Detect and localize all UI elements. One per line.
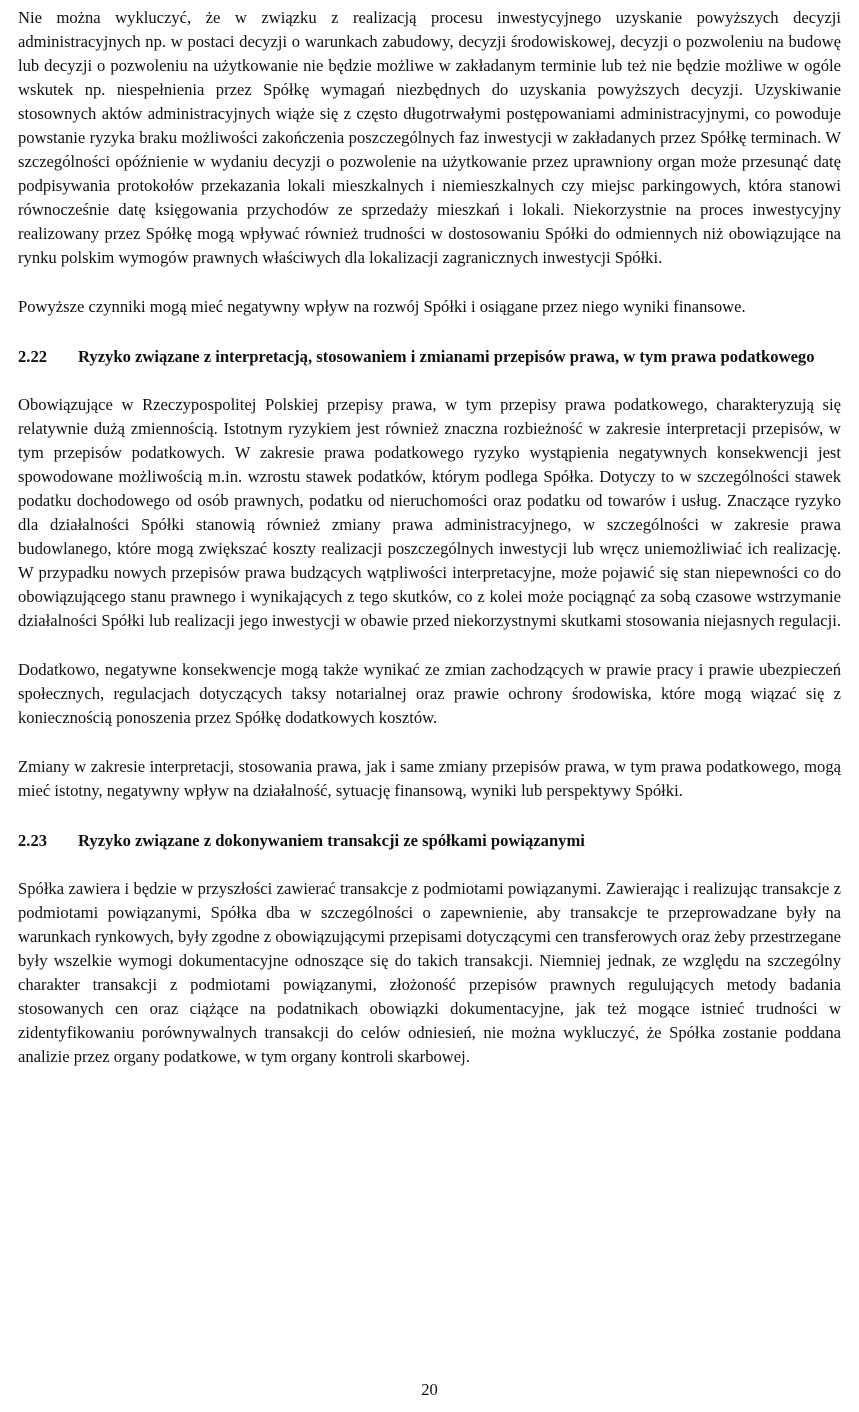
section-number: 2.23 [18, 831, 48, 850]
paragraph-2-22-1: Obowiązujące w Rzeczypospolitej Polskiej przepisy prawa, w tym przepisy prawa podatkowego, charakteryzują się relatywnie dużą zmiennością. Istotnym ryzykiem jest również znaczna rozbieżność w zakresie interpretacji przepisów, w tym przepisów podatkowych. W zakresie prawa podatkowego ryzyko wystąpienia negatywnych konsekwencji jest spowodowane możliwością m.in. wzrostu stawek podatków, którym podlega Spółka. Dotyczy to w szczególności stawek podatku dochodowego od osób prawnych, podatku od nieruchomości oraz podatku od towarów i usług. Znaczące ryzyko dla działalności Spółki stanowią również zmiany prawa administracyjnego, w szczególności w zakresie prawa budowlanego, które mogą zwiększać koszty realizacji poszczególnych inwestycji lub wręcz uniemożliwiać ich realizację. W przypadku nowych przepisów prawa budzących wątpliwości interpretacyjne, może pojawić się stan niepewności co do obowiązującego stanu prawnego i wynikających z tego skutków, co z kolei może pociągnąć za sobą czasowe wstrzymanie działalności Spółki lub realizacji jego inwestycji w obawie przed niekorzystnymi skutkami stosowania niejasnych regulacji. [18, 395, 842, 630]
document-page [18, 6, 841, 1069]
paragraph-2-23-1: Spółka zawiera i będzie w przyszłości zawierać transakcje z podmiotami powiązanymi. Zawierając i realizując transakcje z podmiotami powiązanymi, Spółka dba w szczególności o zapewnienie, aby transakcje te przeprowadzane były na warunkach rynkowych, były zgodne z obowiązującymi przepisami dotyczącymi cen transferowych oraz żeby przestrzegane były wszelkie wymogi dokumentacyjne odnoszące się do takich transakcji. Niemniej jednak, ze względu na szczególny charakter transakcji z podmiotami powiązanymi, złożoność przepisów prawnych regulujących metody badania stosowanych cen oraz ciążące na podatnikach obowiązki dokumentacyjne, jak też mogące istnieć trudności w zidentyfikowaniu porównywalnych transakcji do celów odniesień, nie można wykluczyć, że Spółka zostanie poddana analizie przez organy podatkowe, w tym organy kontroli skarbowej. [18, 879, 841, 1066]
section-title: Ryzyko związane z dokonywaniem transakcji ze spółkami powiązanymi [78, 831, 585, 850]
paragraph-intro-1: Nie można wykluczyć, że w związku z realizacją procesu inwestycyjnego uzyskanie powyższych decyzji administracyjnych np. w postaci decyzji o warunkach zabudowy, decyzji środowiskowej, decyzji o pozwoleniu na budowę lub decyzji o pozwoleniu na użytkowanie nie będzie możliwe w zakładanym terminie lub też nie będzie możliwe w ogóle wskutek np. niespełnienia przez Spółkę wymagań niezbędnych do uzyskania powyższych decyzji. Uzyskiwanie stosownych aktów administracyjnych wiąże się z często długotrwałymi postępowaniami administracyjnymi, co powoduje powstanie ryzyka braku możliwości zakończenia poszczególnych faz inwestycji w zakładanych przez Spółkę terminach. W szczególności opóźnienie w wydaniu decyzji o pozwolenie na użytkowanie przez uprawniony organ może przesunąć datę podpisywania protokołów przekazania lokali mieszkalnych i niemieszkalnych czy miejsc parkingowych, która stanowi równocześnie datę księgowania przychodów ze sprzedaży mieszkań i lokali. Niekorzystnie na proces inwestycyjny realizowany przez Spółkę mogą wpływać również trudności w dostosowaniu Spółki do odmiennych niż obowiązujące na rynku polskim wymogów prawnych właściwych dla lokalizacji zagranicznych inwestycji Spółki. [18, 8, 841, 267]
paragraph-intro-2: Powyższe czynniki mogą mieć negatywny wpływ na rozwój Spółki i osiągane przez niego wyniki finansowe. [18, 297, 746, 316]
section-number: 2.22 [18, 347, 48, 366]
paragraph-2-22-2: Dodatkowo, negatywne konsekwencje mogą także wynikać ze zmian zachodzących w prawie pracy i prawie ubezpieczeń społecznych, regulacjach dotyczących taksy notarialnej oraz prawie ochrony środowiska, które mogą wiązać się z koniecznością ponoszenia przez Spółkę dodatkowych kosztów. [18, 660, 841, 727]
paragraph-2-22-3: Zmiany w zakresie interpretacji, stosowania prawa, jak i same zmiany przepisów prawa, w tym prawa podatkowego, mogą mieć istotny, negatywny wpływ na działalność, sytuację finansową, wyniki lub perspektywy Spółki. [18, 757, 841, 800]
section-title: Ryzyko związane z interpretacją, stosowaniem i zmianami przepisów prawa, w tym prawa podatkowego [78, 347, 815, 366]
page-number: 20 [421, 1380, 438, 1399]
section-heading-2-23 [18, 829, 841, 853]
section-heading-2-22 [18, 345, 841, 369]
